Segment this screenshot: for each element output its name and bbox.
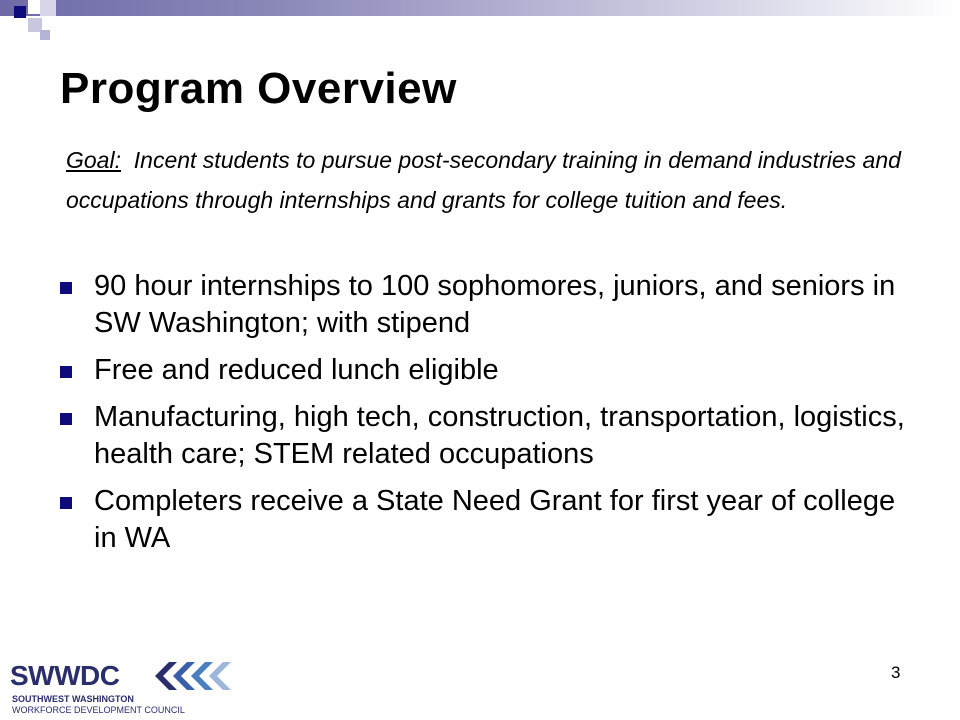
square-bullet-icon bbox=[60, 413, 72, 425]
logo-subtitle-line1: SOUTHWEST WASHINGTON bbox=[12, 694, 134, 704]
logo-subtitle-line2: WORKFORCE DEVELOPMENT COUNCIL bbox=[12, 705, 185, 715]
decorative-square bbox=[46, 18, 58, 30]
goal-label: Goal: bbox=[66, 147, 121, 173]
decorative-square bbox=[40, 30, 50, 40]
goal-statement bbox=[66, 140, 936, 220]
bullet-text: Manufacturing, high tech, construction, transportation, logistics, health care; STEM related occupations bbox=[94, 401, 905, 470]
chevron-logo-icon bbox=[155, 660, 231, 692]
bullet-item bbox=[60, 399, 920, 473]
bullet-item bbox=[60, 352, 920, 389]
bullet-text: Completers receive a State Need Grant for first year of college in WA bbox=[94, 485, 896, 554]
bullet-item bbox=[60, 483, 920, 557]
slide-title: Program Overview bbox=[60, 64, 457, 113]
bullet-item bbox=[60, 268, 920, 342]
bullet-text: 90 hour internships to 100 sophomores, juniors, and seniors in SW Washington; with stipend bbox=[94, 270, 896, 339]
swwdc-logo bbox=[10, 660, 230, 716]
bullet-list bbox=[60, 268, 920, 567]
square-bullet-icon bbox=[60, 366, 72, 378]
logo-wordmark: SWWDC bbox=[10, 660, 120, 691]
decorative-square bbox=[14, 6, 26, 18]
goal-text: Incent students to pursue post-secondary training in demand industries and occupations through internships and grants for college tuition and fees. bbox=[66, 147, 908, 213]
top-decoration-bar bbox=[0, 0, 960, 16]
decorative-square bbox=[40, 0, 56, 16]
page-number: 3 bbox=[891, 663, 901, 682]
bullet-text: Free and reduced lunch eligible bbox=[94, 354, 499, 386]
square-bullet-icon bbox=[60, 282, 72, 294]
square-bullet-icon bbox=[60, 497, 72, 509]
